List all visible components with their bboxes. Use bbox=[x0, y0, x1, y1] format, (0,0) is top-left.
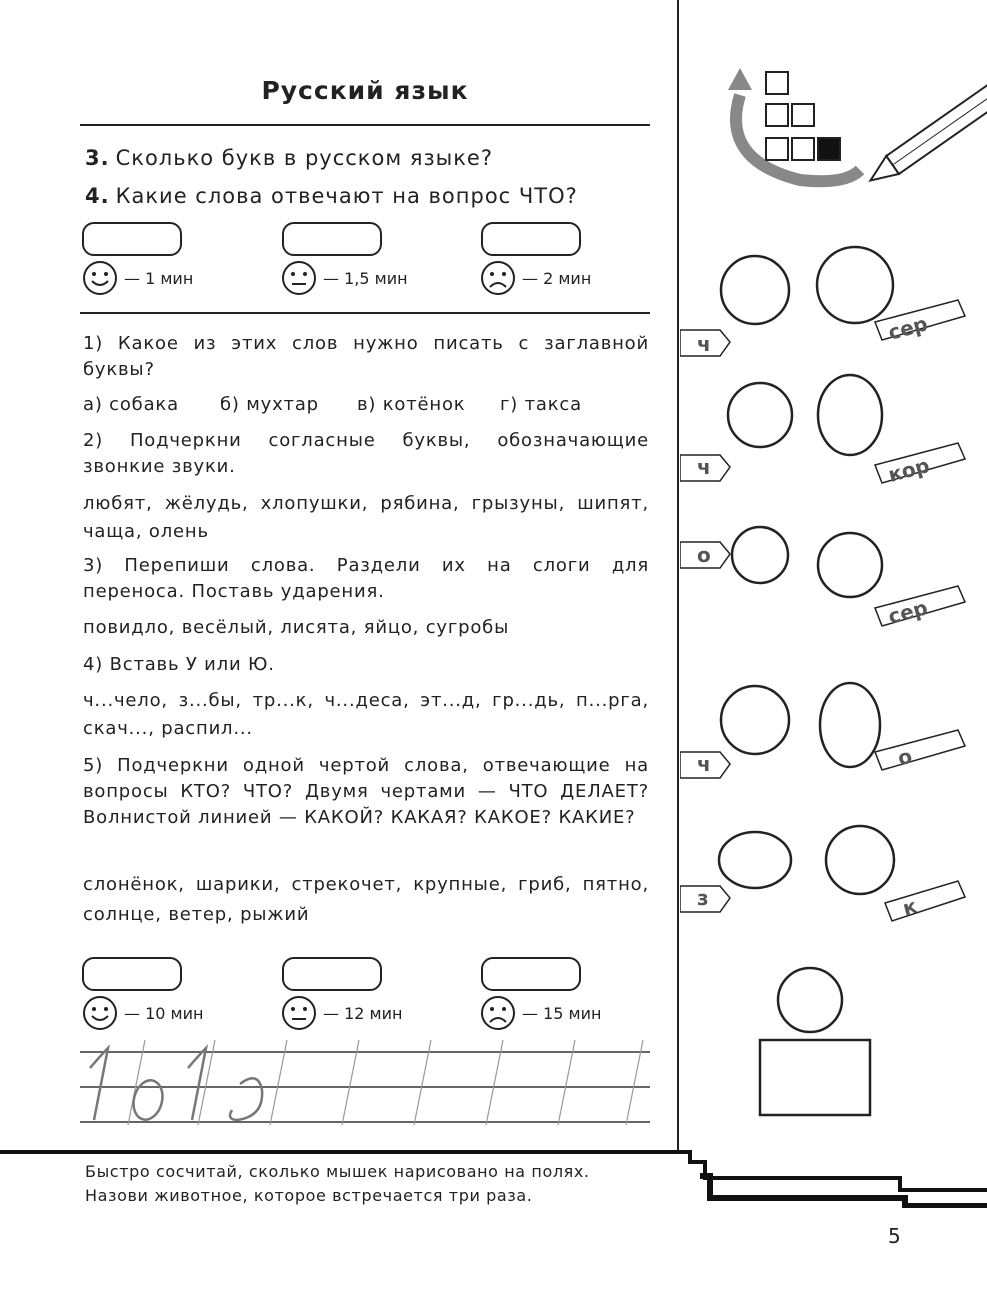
margin-label: ч bbox=[697, 332, 711, 356]
desk-sketch bbox=[760, 1040, 870, 1115]
margin-label: кор bbox=[885, 453, 933, 487]
cat-sketch bbox=[817, 247, 893, 323]
timer-label: — 12 мин bbox=[323, 1003, 403, 1023]
margin-label: к bbox=[900, 893, 920, 921]
answer-box[interactable] bbox=[282, 957, 382, 991]
answer-box[interactable] bbox=[282, 222, 382, 256]
question-number: 4. bbox=[85, 184, 110, 208]
task-2-question: 2) Подчеркни согласные буквы, обозначающие звонкие звуки. bbox=[83, 430, 649, 477]
task-5-words: слонёнок, шарики, стрекочет, крупные, гриб, пятно, солнце, ветер, рыжий bbox=[83, 874, 649, 925]
task-1-options bbox=[83, 392, 649, 418]
option: а) собака bbox=[83, 394, 179, 415]
dog-sketch bbox=[721, 686, 789, 754]
frog-sketch bbox=[719, 832, 791, 888]
question-text: Какие слова отвечают на вопрос ЧТО? bbox=[115, 184, 578, 208]
timer-label: — 1,5 мин bbox=[323, 268, 408, 288]
task-2-words: любят, жёлудь, хлопушки, рябина, грызуны, шипят, чаща, олень bbox=[83, 493, 649, 542]
neutral-face-icon bbox=[281, 995, 317, 1031]
option: б) мухтар bbox=[220, 394, 319, 415]
question-3 bbox=[85, 146, 493, 170]
smile-face-icon bbox=[82, 995, 118, 1031]
answer-box[interactable] bbox=[481, 957, 581, 991]
horse-sketch bbox=[818, 375, 882, 455]
margin-label: ч bbox=[697, 455, 711, 479]
margin-label: з bbox=[697, 886, 709, 910]
margin-label: сер bbox=[885, 311, 931, 345]
timer-label: — 1 мин bbox=[124, 268, 194, 288]
task-4-words: ч...чело, з...бы, тр...к, ч...деса, эт...д, гр...дь, п...рга, скач..., распил... bbox=[83, 690, 649, 739]
margin-label: о bbox=[697, 543, 711, 567]
timer-label: — 10 мин bbox=[124, 1003, 204, 1023]
hedgehog-sketch bbox=[728, 383, 792, 447]
instruction-line: Быстро сосчитай, сколько мышек нарисовано на полях. bbox=[85, 1162, 590, 1181]
timer-slow bbox=[480, 260, 591, 296]
girl-sketch bbox=[778, 968, 842, 1032]
neutral-face-icon bbox=[281, 260, 317, 296]
timer-label: — 15 мин bbox=[522, 1003, 602, 1023]
task-1-question: 1) Какое из этих слов нужно писать с заглавной буквы? bbox=[83, 333, 649, 380]
task-3-question: 3) Перепиши слова. Раздели их на слоги для переноса. Поставь ударения. bbox=[83, 555, 649, 602]
rooster-sketch bbox=[826, 826, 894, 894]
timer-medium bbox=[281, 260, 408, 296]
goose-sketch bbox=[820, 683, 880, 767]
task-3-words: повидло, весёлый, лисята, яйцо, сугробы bbox=[83, 617, 510, 638]
title-divider bbox=[80, 124, 650, 126]
answer-box[interactable] bbox=[82, 957, 182, 991]
timer-label: — 2 мин bbox=[522, 268, 592, 288]
question-4 bbox=[85, 184, 578, 208]
timer-slow bbox=[480, 995, 601, 1031]
answer-box[interactable] bbox=[82, 222, 182, 256]
answer-box[interactable] bbox=[481, 222, 581, 256]
task-4-question: 4) Вставь У или Ю. bbox=[83, 654, 275, 675]
dog-sketch bbox=[721, 256, 789, 324]
mouse-sketch bbox=[818, 533, 882, 597]
question-number: 3. bbox=[85, 146, 110, 170]
margin-label: сер bbox=[885, 595, 931, 629]
margin-illustrations bbox=[680, 0, 987, 1300]
tetris-arrow-icon bbox=[728, 68, 860, 181]
page-number: 5 bbox=[888, 1224, 901, 1248]
option: в) котёнок bbox=[357, 394, 466, 415]
smile-face-icon bbox=[82, 260, 118, 296]
task-5-question: 5) Подчеркни одной чертой слова, отвечающие на вопросы КТО? ЧТО? Двумя чертами — ЧТО ДЕЛАЕТ? Волнистой линией — КАКОЙ? КАКАЯ? КАКОЕ? КАКИЕ? bbox=[83, 755, 649, 828]
margin-label: о bbox=[895, 743, 915, 771]
sad-face-icon bbox=[480, 995, 516, 1031]
handwriting-lines bbox=[80, 1040, 650, 1130]
question-text: Сколько букв в русском языке? bbox=[115, 146, 493, 170]
page-title: Русский язык bbox=[261, 76, 469, 105]
kitten-sketch bbox=[732, 527, 788, 583]
margin-label: ч bbox=[697, 752, 711, 776]
pencil-icon bbox=[864, 81, 987, 189]
sad-face-icon bbox=[480, 260, 516, 296]
timer-medium bbox=[281, 995, 402, 1031]
cursive-sample bbox=[90, 1048, 262, 1123]
section-divider bbox=[80, 312, 650, 314]
instruction-line: Назови животное, которое встречается три раза. bbox=[85, 1186, 533, 1205]
timer-fast bbox=[82, 995, 203, 1031]
margin-divider bbox=[677, 0, 679, 1152]
bottom-instructions bbox=[85, 1160, 590, 1208]
option: г) такса bbox=[500, 394, 582, 415]
timer-fast bbox=[82, 260, 193, 296]
